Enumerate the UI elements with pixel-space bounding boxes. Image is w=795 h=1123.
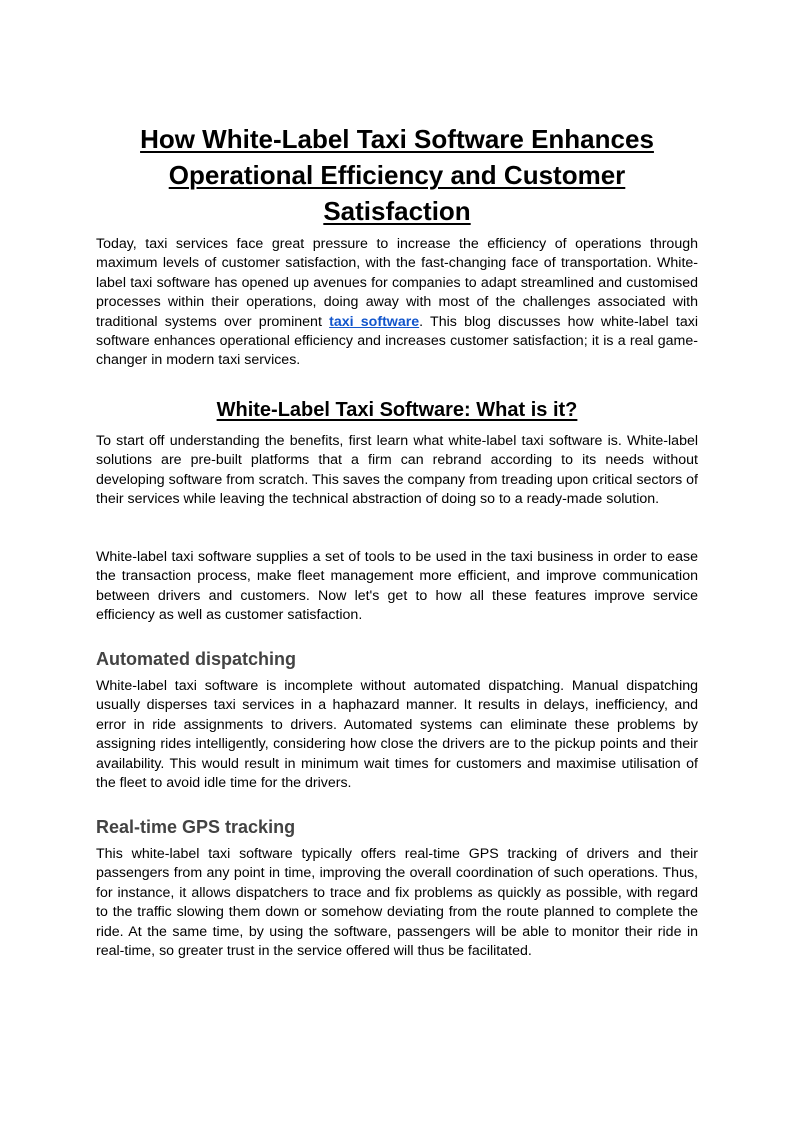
section-heading-gps-tracking: Real-time GPS tracking	[96, 817, 296, 837]
intro-paragraph	[96, 235, 698, 371]
taxi-software-link[interactable]: taxi software	[329, 313, 420, 330]
intro-text-before-link: Today, taxi services face great pressure to increase the efficiency of operations through maximum levels of customer satisfaction, with the fast-changing face of transportation. White-label taxi software has opened up avenues for companies to adapt streamlined and customised processes within their operations, doing away with most of the challenges associated with traditional systems over prominent	[96, 236, 698, 330]
gps-tracking-paragraph: This white-label taxi software typically offers real-time GPS tracking of drivers and their passengers from any point in time, improving the overall coordination of such operations. Thus, for instance, it allows dispatchers to trace and fix problems as quickly as possible, with regard to the traffic slowing them down or somehow deviating from the route planned to complete the ride. At the same time, by using the software, passengers will be able to monitor their ride in real-time, so greater trust in the service offered will thus be facilitated.	[96, 846, 698, 960]
section-heading-automated-dispatching: Automated dispatching	[96, 649, 297, 669]
what-is-it-paragraph-1: To start off understanding the benefits, first learn what white-label taxi software is. White-label solutions are pre-built platforms that a firm can rebrand according to its needs without developing software from scratch. This saves the company from treading upon critical sectors of their services while leaving the technical abstraction of doing so to a ready-made solution.	[96, 433, 698, 508]
what-is-it-paragraph-2: White-label taxi software supplies a set of tools to be used in the taxi business in order to ease the transaction process, make fleet management more efficient, and improve communication between drivers and customers. Now let's get to how all these features improve service efficiency as well as customer satisfaction.	[96, 549, 698, 624]
intro-text-after-link: . This blog discusses how white-label taxi software enhances operational efficiency and increases customer satisfaction; it is a real game-changer in modern taxi services.	[96, 313, 698, 369]
document-title: How White-Label Taxi Software Enhances Operational Efficiency and Customer Satisfaction	[140, 124, 654, 226]
section-heading-what-is-it: White-Label Taxi Software: What is it?	[216, 399, 578, 421]
automated-dispatching-paragraph: White-label taxi software is incomplete without automated dispatching. Manual dispatching usually disperses taxi services in a haphazard manner. It results in delays, inefficiency, and error in ride assignments to drivers. Automated systems can eliminate these problems by assigning rides intelligently, considering how close the drivers are to the pickup points and their availability. This would result in minimum wait times for customers and maximise utilisation of the fleet to avoid idle time for the drivers.	[96, 678, 698, 792]
